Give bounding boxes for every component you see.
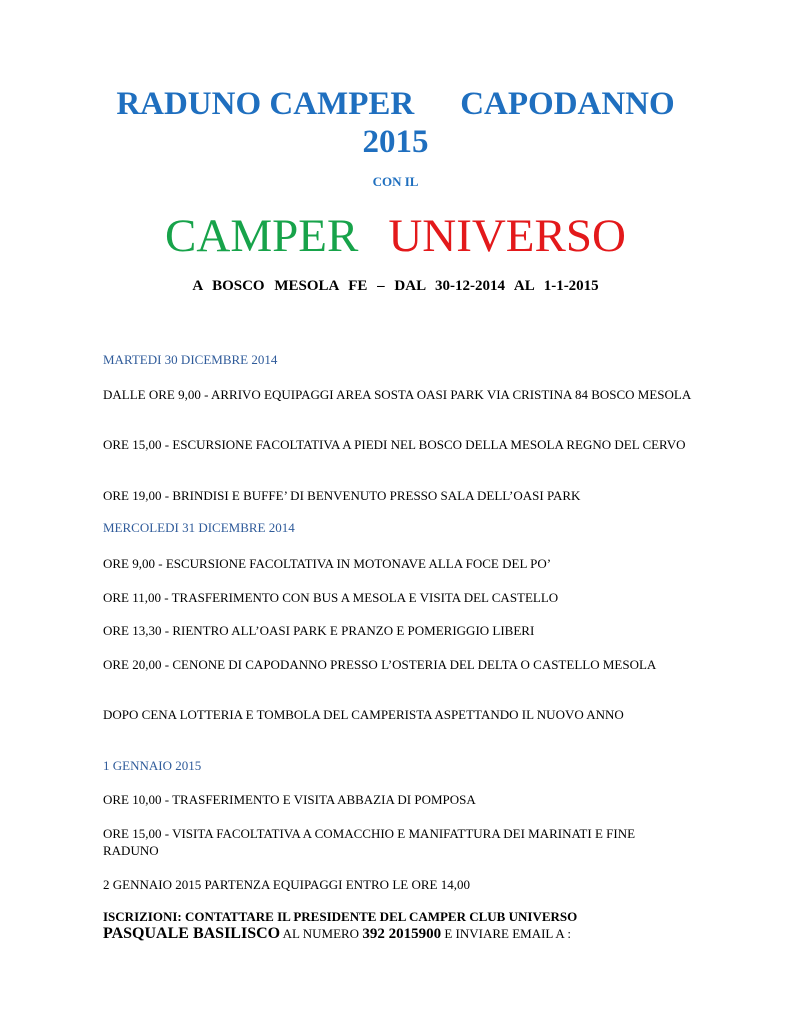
- departure-note: 2 GENNAIO 2015 PARTENZA EQUIPAGGI ENTRO LE ORE 14,00: [103, 877, 470, 892]
- day-heading: MERCOLEDI 31 DICEMBRE 2014: [103, 520, 295, 535]
- program-item: DOPO CENA LOTTERIA E TOMBOLA DEL CAMPERISTA ASPETTANDO IL NUOVO ANNO: [103, 707, 624, 722]
- program-item: ORE 15,00 - VISITA FACOLTATIVA A COMACCHIO E MANIFATTURA DEI MARINATI E FINE RADUNO: [103, 826, 636, 858]
- phone-number: 392 2015900: [362, 926, 442, 942]
- program-item: ORE 9,00 - ESCURSIONE FACOLTATIVA IN MOTONAVE ALLA FOCE DEL PO’: [103, 556, 552, 571]
- registration-line-2: [103, 925, 703, 943]
- program-item: ORE 13,30 - RIENTRO ALL’OASI PARK E PRANZO E POMERIGGIO LIBERI: [103, 623, 535, 638]
- president-name: PASQUALE BASILISCO: [103, 925, 281, 942]
- registration-line-1: ISCRIZIONI: CONTATTARE IL PRESIDENTE DEL CAMPER CLUB UNIVERSO: [103, 909, 578, 924]
- brand-word-universo: UNIVERSO: [388, 210, 626, 262]
- brand-word-camper: CAMPER: [165, 210, 359, 262]
- program-item: ORE 11,00 - TRASFERIMENTO CON BUS A MESOLA E VISITA DEL CASTELLO: [103, 590, 559, 605]
- program-item: ORE 15,00 - ESCURSIONE FACOLTATIVA A PIEDI NEL BOSCO DELLA MESOLA REGNO DEL CERVO: [103, 437, 686, 452]
- program-item: DALLE ORE 9,00 - ARRIVO EQUIPAGGI AREA SOSTA OASI PARK VIA CRISTINA 84 BOSCO MESOLA: [103, 387, 692, 402]
- con-il-label: CON IL: [372, 174, 419, 189]
- brand-title: [100, 208, 691, 264]
- registration-info: [103, 908, 703, 943]
- program-item: ORE 20,00 - CENONE DI CAPODANNO PRESSO L’OSTERIA DEL DELTA O CASTELLO MESOLA: [103, 657, 657, 672]
- title-part-1: RADUNO CAMPER: [116, 86, 415, 122]
- title-part-2: CAPODANNO: [460, 86, 675, 122]
- title-year: 2015: [362, 124, 429, 160]
- day-heading: 1 GENNAIO 2015: [103, 758, 202, 773]
- event-location-dates: A BOSCO MESOLA FE – DAL 30-12-2014 AL 1-1-2015: [192, 278, 599, 294]
- program-item: ORE 19,00 - BRINDISI E BUFFE’ DI BENVENUTO PRESSO SALA DELL’OASI PARK: [103, 488, 581, 503]
- day-heading: MARTEDI 30 DICEMBRE 2014: [103, 352, 278, 367]
- title-line-1: [100, 86, 691, 122]
- number-label: AL NUMERO: [282, 926, 360, 941]
- program-item: ORE 10,00 - TRASFERIMENTO E VISITA ABBAZIA DI POMPOSA: [103, 792, 476, 807]
- email-label: E INVIARE EMAIL A :: [444, 926, 571, 941]
